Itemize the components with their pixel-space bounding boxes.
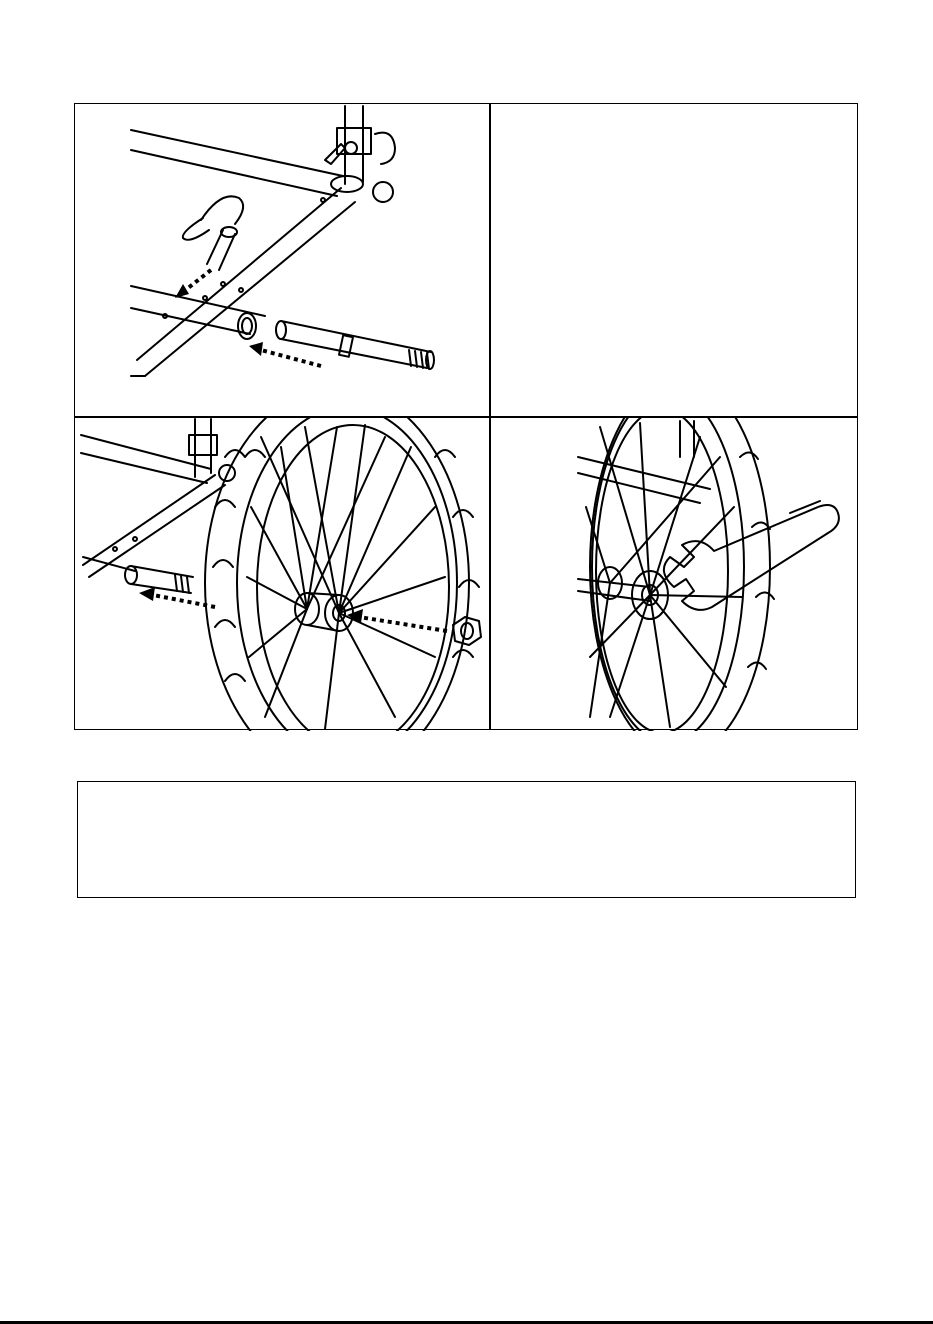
panel-wheel-mounting bbox=[75, 417, 489, 731]
panel-axle-insertion bbox=[75, 104, 489, 416]
panel-wrench-tightening bbox=[490, 417, 859, 731]
wrench-tightening-icon bbox=[490, 417, 859, 731]
illustration-grid bbox=[74, 103, 858, 730]
axle-insertion-icon bbox=[75, 104, 489, 416]
wheel-mounting-icon bbox=[75, 417, 489, 731]
note-box bbox=[77, 781, 856, 898]
panel-empty bbox=[490, 104, 859, 416]
